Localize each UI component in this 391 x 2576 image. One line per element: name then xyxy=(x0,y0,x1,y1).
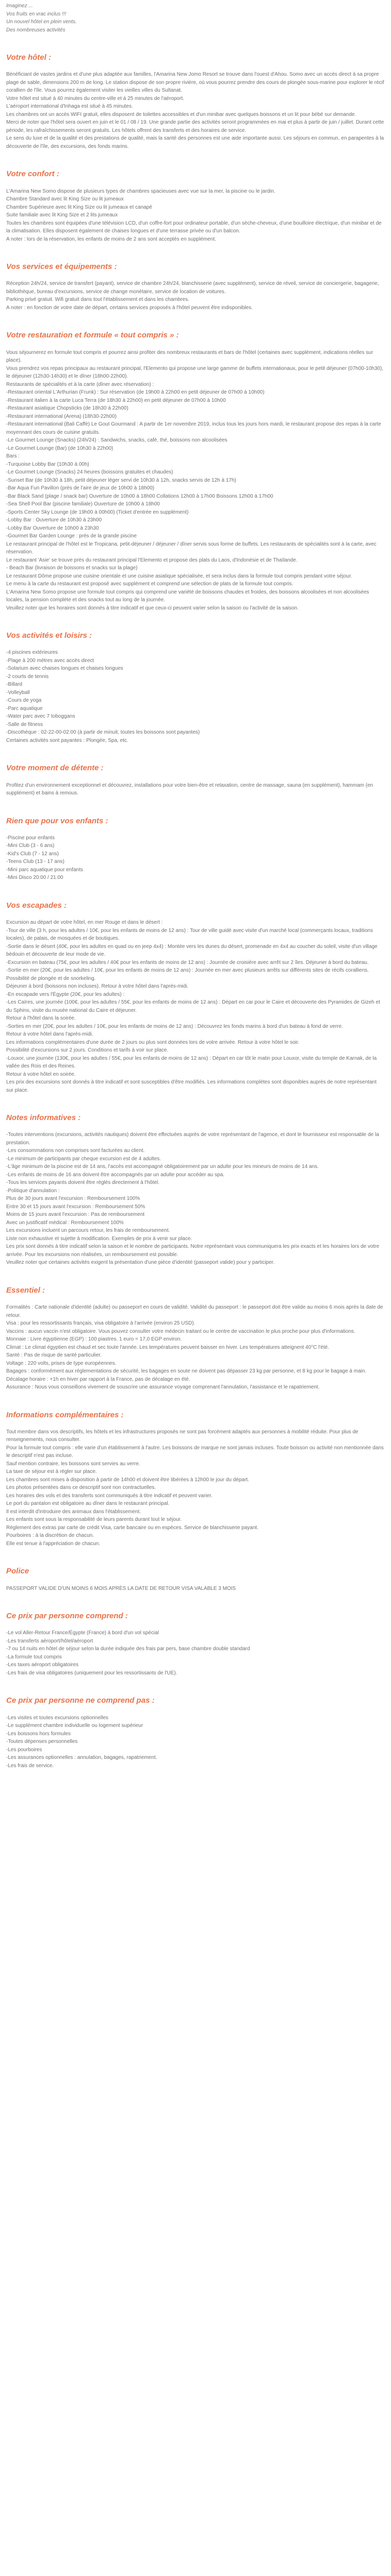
section-paragraph: Parking privé gratuit. Wifi gratuit dans tout l'établissement et dans les chambres. xyxy=(6,297,189,303)
section-paragraph: -Restaurant oriental L'Arthurian (Frunk) : Sur réservation (de 19h00 à 22h00 en petit déjeuner de 07h00 à 10h00) xyxy=(6,389,265,395)
section-paragraph: -Billard xyxy=(6,682,23,688)
section-paragraph: -La formule tout compris xyxy=(6,1654,62,1660)
section-paragraph: -Les frais de visa obligatoires (uniquement pour les ressortissants de l'UE). xyxy=(6,1670,177,1676)
section-paragraph: Retour à votre hôtel en soirée. xyxy=(6,1071,76,1077)
section-paragraph: Les horaires des vols et des transferts sont communiqués à titre indicatif et peuvent varier. xyxy=(6,1493,213,1499)
section-paragraph: L'Amarina New Somo dispose de plusieurs types de chambres spacieuses avec vue sur la mer, la piscine ou le jardin. xyxy=(6,188,275,194)
section-paragraph: -Sorties en mer (20€, pour les adultes / 10€, pour les enfants de moins de 12 ans) : Découvrez les fonds marins à bord d'un bateau à fond de verre. xyxy=(6,1023,343,1029)
section-paragraph: -Kid's Club (7 - 12 ans) xyxy=(6,851,59,857)
section-body xyxy=(6,1585,385,1593)
section-paragraph: Merci de noter que l'hôtel sera ouvert en juin et le 01 / 08 / 19. Une grande partie des activités seront programmées en mai et plus à partir de juin / juillet. Durant cette période, les rafraîchissements seront gratuits. Les hôtels offrent des transferts et des horaires de service. xyxy=(6,120,384,133)
section-paragraph: Les enfants sont sous la responsabilité de leurs parents durant tout le séjour. xyxy=(6,1517,182,1523)
section-paragraph: -Les Caïres, une journée (100€, pour les adultes / 55€, pour les enfants de moins de 12 ans) : Départ en car pour le Caire et découverte des Pyramides de Gizeh et du Sphinx, visite du musée national du Caire et déjeuner. xyxy=(6,999,380,1013)
section-paragraph: -Bar Aqua Fun Pavillon (près de l'aire de jeux de 10h00 à 18h00) xyxy=(6,485,155,491)
intro-line: Vos fruits en vrac inclus !!! xyxy=(6,11,67,17)
section-paragraph: -Cours de yoga xyxy=(6,698,42,704)
section-paragraph: -Restaurant international (Bali Caffè) Le Gout Gourmand : A partir de 1er novembre 2019, inclus tous les jours hors mardi, le restaurant propose des repas à la carte moyennant des cours de cuisine gratuits. xyxy=(6,421,381,435)
section-title: Ce prix par personne comprend : xyxy=(6,1612,128,1620)
section-paragraph: -Le vol Aller-Retour France/Égypte (France) à bord d'un vol spécial xyxy=(6,1630,159,1636)
section-paragraph: -Les frais de service. xyxy=(6,1762,54,1769)
section-paragraph: -Restaurant italien à la carte Luca Terra (de 18h30 à 22h00) en petit déjeuner de 07h00 à 10h00 xyxy=(6,397,226,403)
section-paragraph: Visa : pour les ressortissants français, visa obligatoire à l'arrivée (environ 25 USD). xyxy=(6,1320,196,1326)
section-body xyxy=(6,71,385,150)
section-paragraph: Sauf mention contraire, les boissons sont servies au verre. xyxy=(6,1461,140,1467)
section-paragraph: A noter : lors de la réservation, les enfants de moins de 2 ans sont acceptés en supplément. xyxy=(6,236,216,242)
section-paragraph: Les chambres sont mises à disposition à partir de 14h00 et doivent être libérées à 12h00 le jour du départ. xyxy=(6,1477,249,1483)
section-paragraph: -Le supplément chambre individuelle ou logement supérieur xyxy=(6,1723,143,1728)
section-paragraph: Les chambres ont un accès WIFI gratuit, elles disposent de toilettes accessibles et d'un minibar avec quelques boissons et un lit pour bébé sur demande. xyxy=(6,111,356,117)
section-paragraph: Entre 30 et 15 jours avant l'excursion : Remboursement 50% xyxy=(6,1204,145,1210)
section-paragraph: Le restaurant Dôme propose une cuisine orientale et une cuisine asiatique spécialisée, et sera inclus dans la formule tout compris pendant votre séjour. xyxy=(6,573,352,579)
section-paragraph: Suite familiale avec lit King Size et 2 lits jumeaux xyxy=(6,212,118,218)
section-paragraph: -4 piscines extérieures xyxy=(6,650,58,656)
section-paragraph: Formalités : Carte nationale d'identité (adulte) ou passeport en cours de validité. Validité du passeport : le passeport doit être valide au moins 6 mois après la date de retour. xyxy=(6,1304,383,1318)
section-paragraph: Bénéficiant de vastes jardins et d'une plus adaptée aux familles, l'Amarina New Jomo Resort se trouve dans l'ouest d'Ahou. Somo avec un accès direct à sa propre plage de sable, dimensions 200 m de long. Le station dispose de son propre rivière, où vous pourrez prendre des cours de plongée sous-marine pour explorer le récif corallien de l'île. Vous pourrez également visiter les vieilles villes du Sultanat. xyxy=(6,72,384,94)
section-paragraph: - Beach Bar (livraison de boissons et snacks sur la plage) xyxy=(6,565,138,571)
section-paragraph: Il est interdit d'introduire des animaux dans l'établissement. xyxy=(6,1509,141,1515)
section-paragraph: -Tour de ville (3 h, pour les adultes / 10€, pour les enfants de moins de 12 ans) : Tour de ville guidé avec visite d'un marché local (commerçants locaux, traditions locales), de palais, de mosquées et de boutiques. xyxy=(6,927,373,941)
section-paragraph: -Restaurant international (Arena) (18h30-22h00) xyxy=(6,413,117,419)
section-paragraph: -Volleyball xyxy=(6,689,30,696)
section-title: Vos activités et loisirs : xyxy=(6,631,92,640)
section-paragraph: -Solarium avec chaises longues et chaises longues xyxy=(6,666,123,672)
section-paragraph: -Tous les services payants doivent être réglés directement à l'hôtel. xyxy=(6,1180,160,1186)
section-paragraph: Profitez d'un environnement exceptionnel et découvrez, installations pour votre bien-être et relaxation, centre de massage, sauna (en supplément), hammam (en supplément) et bains à remous. xyxy=(6,782,373,796)
section-body xyxy=(6,1428,385,1548)
section-paragraph: Restaurants de spécialités et à la carte (dîner avec réservation) : xyxy=(6,381,154,387)
section-body xyxy=(6,919,385,1094)
section-title: Notes informatives : xyxy=(6,1113,81,1122)
section-paragraph: Réception 24h/24, service de transfert (payant), service de chambre 24h/24, blanchisserie (avec supplément), service de réveil, service de conciergerie, bagagerie, bibliothèque, bureau d'excursions, service de change monétaire, service de location de voitures. xyxy=(6,281,379,295)
section-paragraph: Moins de 15 jours avant l'excursion : Pas de remboursement xyxy=(6,1212,145,1218)
section-paragraph: -7 ou 14 nuits en hôtel de séjour selon la durée indiquée des frais par pers, base chambre double standard xyxy=(6,1646,250,1652)
section-paragraph: -Turquoise Lobby Bar (10h30 à 00h) xyxy=(6,461,89,467)
section-paragraph: -Sortie dans le désert (40€, pour les adultes en quad ou en jeep 4x4) : Montée vers les dunes du désert, promenade en 4x4 au coucher du soleil, visite d'un village bédouin et découverte de leur mode de vie. xyxy=(6,943,378,957)
section-paragraph: Le menu à la carte du restaurant est proposé avec supplément et comprend une sélection de plats de la formule tout compris. xyxy=(6,581,294,587)
section-paragraph: -Toutes interventions (excursions, activités nautiques) doivent être effectuées auprès de votre représentant de l'agence, et dont le fournisseur est responsable de la prestation. xyxy=(6,1132,379,1146)
section-body xyxy=(6,349,385,613)
section-title: Votre moment de détente : xyxy=(6,764,104,773)
section-paragraph: -Gourmet Bar Garden Lounge : près de la grande piscine xyxy=(6,533,137,539)
section-paragraph: Décalage horaire : +1h en hiver par rapport à la France, pas de décalage en été. xyxy=(6,1376,190,1382)
intro-line: Un nouvel hôtel en plein vents. xyxy=(6,19,77,25)
sections xyxy=(6,52,385,1770)
section-paragraph: -Mini Disco 20:00 / 21:00 xyxy=(6,875,63,881)
section-paragraph: -Les consommations non comprises sont facturées au client. xyxy=(6,1148,145,1154)
section-paragraph: Monnaie : Livre égyptienne (EGP) : 100 piastres. 1 euro = 17,0 EGP environ. xyxy=(6,1336,182,1342)
section-paragraph: Retour à votre hôtel dans l'après-midi. xyxy=(6,1031,93,1037)
section-paragraph: -Les taxes aéroport obligatoires xyxy=(6,1662,79,1668)
section-paragraph: Plus de 30 jours avant l'excursion : Remboursement 100% xyxy=(6,1196,140,1202)
section-paragraph: -Piscine pour enfants xyxy=(6,835,55,841)
section-body xyxy=(6,280,385,312)
section-paragraph: Le sens du luxe et de la qualité et des prestations de qualité, mais la santé des personnes est une aide importante aussi. Les séjours en commun, en parapentes à la découverte de l'île, des excursions, des fonds marins. xyxy=(6,135,384,149)
section-paragraph: Bagages : conformément aux réglementations de sécurité, les bagages en soute ne doivent pas dépasser 23 kg par personne, et 8 kg pour le bagage à main. xyxy=(6,1368,367,1374)
section-paragraph: -Les pourboires xyxy=(6,1747,42,1753)
section-paragraph: Les informations complémentaires d'une durée de 2 jours ou plus sont données lors de votre arrivée. Retour à votre hôtel le soir. xyxy=(6,1039,300,1045)
section-paragraph: Voltage : 220 volts, prises de type européennes. xyxy=(6,1360,117,1366)
section-paragraph: -Water parc avec 7 toboggans xyxy=(6,714,75,720)
section-title: Vos services et équipements : xyxy=(6,262,117,271)
section-title: Votre confort : xyxy=(6,170,59,179)
section-body xyxy=(6,1714,385,1770)
section-paragraph: -Le Gourmet Lounge (Snacks) (24h/24) : Sandwichs, snacks, café, thé, boissons non alcoolisées xyxy=(6,437,227,443)
section-paragraph: -Les transferts aéroport/hôtel/aéroport xyxy=(6,1638,93,1644)
section-paragraph: Excursion au départ de votre hôtel, en mer Rouge et dans le désert : xyxy=(6,920,163,925)
section-body xyxy=(6,649,385,744)
section-paragraph: -Teens Club (13 - 17 ans) xyxy=(6,859,64,865)
section-title: Ce prix par personne ne comprend pas : xyxy=(6,1696,155,1705)
section-paragraph: -Discothèque : 02-22-00-02:00 (à partir de minuit, toutes les boissons sont payantes) xyxy=(6,730,200,736)
section-title: Votre restauration et formule « tout compris » : xyxy=(6,331,179,340)
section-paragraph: -Excursion en bateau (75€, pour les adultes / 40€ pour les enfants de moins de 12 ans) : Journée de croisière avec arrêt sur 2 îles. Déjeuner à bord du bateau. xyxy=(6,959,369,965)
section-paragraph: Le port du pantalon est obligatoire au dîner dans le restaurant principal. xyxy=(6,1501,170,1507)
section-body xyxy=(6,1629,385,1677)
section-paragraph: -Lobby Bar Ouverture de 10h00 à 23h30 xyxy=(6,525,99,531)
section-paragraph: La taxe de séjour est à régler sur place. xyxy=(6,1469,97,1475)
section-paragraph: -Salle de fitness xyxy=(6,721,43,727)
section-paragraph: Climat : Le climat égyptien est chaud et sec toute l'année. Les températures peuvent baisser en hiver. Les températures atteignent 40°C l'été. xyxy=(6,1344,329,1350)
section-paragraph: Tout membre dans vos descriptifs, les hôtels et les infrastructures proposés ne sont pas forcément adaptés aux personnes à mobilité réduite. Pour plus de renseignements, nous consulter. xyxy=(6,1429,359,1443)
section-paragraph: Veuillez noter que les horaires sont donnés à titre indicatif et que ceux-ci peuvent varier selon la saison ou l'activité de la saison. xyxy=(6,605,299,611)
section-paragraph: Retour à l'hôtel dans la soirée. xyxy=(6,1015,76,1021)
section-paragraph: Chambre Standard avec lit King Size ou lit jumeaux xyxy=(6,196,124,202)
section-paragraph: Déjeuner à bord (boissons non incluses). Retour à votre hôtel dans l'après-midi. xyxy=(6,984,189,989)
section-paragraph: Elle est tenue à l'appréciation de chacun. xyxy=(6,1540,101,1547)
section-paragraph: -Mini parc aquatique pour enfants xyxy=(6,867,83,873)
section-paragraph: Pour la formule tout compris : elle varie d'un établissement à l'autre. Les boissons de marque ne sont jamais incluses. Toute boisson ou activité non mentionnée dans le descriptif n'est pas incluse. xyxy=(6,1445,384,1459)
section-title: Rien que pour vos enfants : xyxy=(6,816,108,825)
section-paragraph: L'Amarina New Somo propose une formule tout compris qui comprend une variété de boissons chaudes et froides, des boissons alcoolisées et non alcoolisées locales, la pension complète et des snacks tout au long de la journée. xyxy=(6,589,369,603)
section-paragraph: Avec un justificatif médical : Remboursement 100% xyxy=(6,1219,124,1226)
section-body xyxy=(6,1131,385,1267)
section-paragraph: -Les assurances optionnelles : annulation, bagages, rapatriement. xyxy=(6,1755,157,1760)
section-paragraph: Les photos présentées dans ce descriptif sont non contractuelles. xyxy=(6,1485,156,1491)
section-paragraph: -Politique d'annulation : xyxy=(6,1188,60,1194)
intro-line: Des nombreuses activités xyxy=(6,27,66,33)
section-paragraph: -Mini Club (3 - 6 ans) xyxy=(6,843,55,849)
section-paragraph: Vous prendrez vos repas principaux au restaurant principal, l'Elemento qui propose une large gamme de buffets internationaux, pour le petit déjeuner (07h00-10h30), le déjeuner (12h30-14h30) et le dîner (18h00-22h00). xyxy=(6,365,384,379)
section-body xyxy=(6,782,385,798)
section-paragraph: Les prix sont donnés à titre indicatif selon la saison et le nombre de participants. Notre représentant vous communiquera les prix exacts et les horaires lors de votre arrivée. Pour les excursions non réalisées, un remboursement est possible. xyxy=(6,1244,380,1258)
section-paragraph: -Sports Center Sky Lounge (de 19h00 à 00h00) (Ticket d'entrée en supplément) xyxy=(6,509,189,515)
section-paragraph: -L'âge minimum de la piscine est de 14 ans, l'accès est accompagné obligatoirement par un adulte pour les mineurs de moins de 14 ans. xyxy=(6,1164,319,1170)
section-paragraph: -Plage à 200 mètres avec accès direct xyxy=(6,657,94,664)
section-paragraph: Assurance : Nous vous conseillons vivement de souscrire une assurance voyage comprenant l'annulation, l'assistance et le rapatriement. xyxy=(6,1384,320,1390)
section-paragraph: -Bar Black Sand (plage / snack bar) Ouverture de 10h00 à 18h00 Collations 12h00 à 17h00 Boissons 12h00 à 17h00 xyxy=(6,493,273,499)
section-paragraph: -Le Gourmet Lounge (Snacks) 24 heures (boissons gratuites et chaudes) xyxy=(6,469,173,475)
section-paragraph: Possibilité d'excursions sur 2 jours. Conditions et tarifs à voir sur place. xyxy=(6,1047,169,1053)
section-paragraph: Le restaurant principal de l'hôtel est le Tropicana, petit-déjeuner / déjeuner / dîner servis sous forme de buffets. Les restaurants de spécialités sont à la carte, avec réservation. xyxy=(6,541,377,555)
section-paragraph: -Sunset Bar (de 10h30 à 18h, petit déjeuner léger servi de 10h30 à 12h, snacks servis de 12h à 17h) xyxy=(6,477,236,483)
section-paragraph: -En escapade vers l'Égypte (20€, pour les adultes) : xyxy=(6,991,125,997)
section-paragraph: Vaccins : aucun vaccin n'est obligatoire. Vous pouvez consulter votre médecin traitant ou le centre de vaccination le plus proche pour plus d'informations. xyxy=(6,1328,355,1334)
section-paragraph: Liste non exhaustive et sujette à modification. Exemples de prix à venir sur place. xyxy=(6,1235,192,1242)
section-paragraph: -2 courts de tennis xyxy=(6,673,49,680)
section-paragraph: Pourboires : à la discrétion de chacun. xyxy=(6,1533,94,1539)
section-title: Police xyxy=(6,1567,29,1576)
section-paragraph: -Sea Shell Pool Bar (piscine familiale) Ouverture de 10h00 à 18h00 xyxy=(6,501,160,507)
section-paragraph: Les excursions incluent un parcours retour, les frais de remboursement. xyxy=(6,1228,170,1234)
section-paragraph: Réglement des extras par carte de crédit Visa, carte bancaire ou en espèces. Service de blanchisserie payant. xyxy=(6,1524,258,1531)
section-title: Vos escapades : xyxy=(6,901,67,910)
section-paragraph: Les prix des excursions sont donnés à titre indicatif et sont susceptibles d'être modifiés. Les informations complètes sont disponibles auprès de notre représentant sur place. xyxy=(6,1079,377,1093)
section-paragraph: -Les visites et toutes excursions optionnelles xyxy=(6,1715,108,1721)
section-paragraph: -Le minimum de participants par cheque excursion est de 4 adultes. xyxy=(6,1156,161,1162)
section-title: Votre hôtel : xyxy=(6,53,51,62)
section-title: Essentiel : xyxy=(6,1285,45,1295)
section-body xyxy=(6,1303,385,1392)
section-paragraph: -Lobby Bar : Ouverture de 10h30 à 23h00 xyxy=(6,517,102,523)
section-paragraph: -Louxor, une journée (130€, pour les adultes / 55€, pour les enfants de moins de 12 ans) : Départ en car tôt le matin pour Louxor, visite du temple de Karnak, de la vallée des Rois et des Reines. xyxy=(6,1055,377,1069)
section-paragraph: -Toutes dépenses personnelles xyxy=(6,1739,78,1744)
section-paragraph: A noter : en fonction de votre date de départ, certains services proposés à l'hôtel peuvent être indisponibles. xyxy=(6,304,253,311)
intro-line: Imaginez ... xyxy=(6,3,33,9)
section-paragraph: Bars : xyxy=(6,453,20,459)
section-paragraph: Veuillez noter que certaines activités exigent la présentation d'une pièce d'identité (passeport valide) pour y participer. xyxy=(6,1260,275,1266)
section-paragraph: -Sortie en mer (20€, pour les adultes / 10€, pour les enfants de moins de 12 ans) : Journée en mer avec plusieurs arrêts sur différents sites de récifs coralliens. Possibilité de plongée et de snorkeling. xyxy=(6,968,369,981)
section-paragraph: -Le Gourmet Lounge (Bar) (de 10h30 à 22h00) xyxy=(6,445,113,451)
section-paragraph: Toutes les chambres sont équipées d'une télévision LCD, d'un coffre-fort pour ordinateur portable, d'un sèche-cheveux, d'une bouilloire électrique, d'un minibar et de la climatisation. Elles disposent également de chaises longues et d'une terrasse privée ou d'un balcon. xyxy=(6,220,382,234)
section-paragraph: Le restaurant 'Asie' se trouve près du restaurant principal l'Elemento et propose des plats du Laos, d'Indonésie et de Thaïlande. xyxy=(6,557,298,563)
section-paragraph: -Les boissons hors formules xyxy=(6,1731,71,1737)
section-paragraph: Vous séjournerez en formule tout compris et pourrez ainsi profiter des nombreux restaurants et bars de l'hôtel (certaines avec supplément, indications réelles sur place). xyxy=(6,349,373,363)
section-paragraph: Santé : Pas de risque de santé particulier. xyxy=(6,1352,102,1358)
intro xyxy=(6,0,385,34)
section-paragraph: -Les enfants de moins de 16 ans doivent être accompagnés par un adulte pour accéder au spa. xyxy=(6,1172,225,1178)
section-paragraph: PASSEPORT VALIDE D'UN MOINS 6 MOIS APRÈS LA DATE DE RETOUR VISA VALABLE 3 MOIS xyxy=(6,1585,236,1591)
section-title: Informations complémentaires : xyxy=(6,1410,124,1419)
section-paragraph: -Parc aquatique xyxy=(6,705,43,711)
section-paragraph: Certaines activités sont payantes : Plongée, Spa, etc. xyxy=(6,737,128,743)
section-body xyxy=(6,188,385,244)
section-paragraph: Chambre Supérieure avec lit King Size ou lit jumeaux et canapé xyxy=(6,204,152,210)
section-paragraph: Votre hôtel est situé à 40 minutes du centre-ville et à 25 minutes de l'aéroport. xyxy=(6,95,184,101)
section-paragraph: L'aéroport international d'Inhaga est situé à 45 minutes. xyxy=(6,104,133,110)
section-body xyxy=(6,834,385,882)
section-paragraph: -Restaurant asiatique Chopsticks (de 18h30 à 22h00) xyxy=(6,405,128,411)
